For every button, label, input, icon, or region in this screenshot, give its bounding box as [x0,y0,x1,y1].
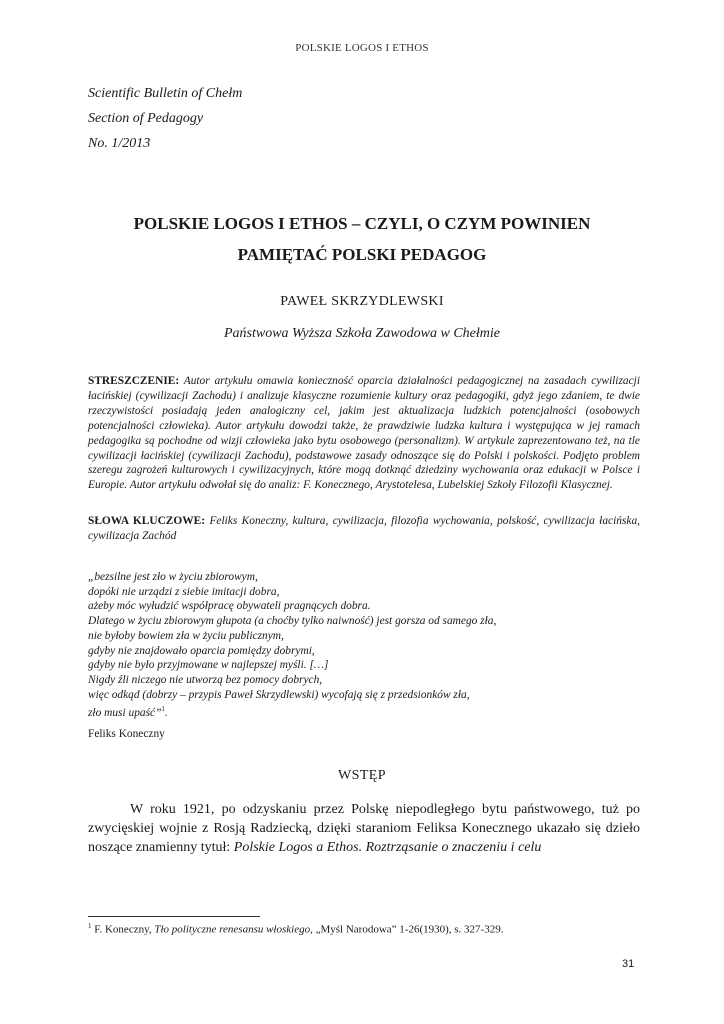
title-line-1: POLSKIE LOGOS I ETHOS – CZYLI, O CZYM POWINIEN [133,214,591,233]
affiliation: Państwowa Wyższa Szkoła Zawodowa w Chełmie [223,326,500,341]
keywords-label: SŁOWA KLUCZOWE: [88,515,206,527]
body-paragraph [88,800,640,857]
quote-line: Nigdy źli niczego nie utworzą bez pomocy dobrych, [88,673,323,686]
quote-end: . [164,707,168,720]
footnote-source: „Myśl Narodowa” 1-26(1930), s. 327-329. [312,923,504,936]
footnote-author: F. Koneczny, [91,923,155,936]
quote-line: Dlatego w życiu zbiorowym głupota (a choćby tylko naiwność) jest gorsza od samego zła, [88,615,497,628]
title-line-2: PAMIĘTAĆ POLSKI PEDAGOG [237,245,487,264]
abstract-text: Autor artykułu omawia konieczność oparcia działalności pedagogicznej na zasadach cywilizacji łacińskiej (cywilizacji Zachodu) i analizuje klasyczne rozumienie kultury oraz pedagogiki, gdyż jego zdaniem, te dwie rzeczywistości posiadają jeden analogiczny cel, jakim jest aktualizacja ludzkich potencjalności (osobowych potencjalności człowieka). Autor artykułu dowodzi także, że prawdziwie ludzka kultura i występująca w jej ramach pedagogika są pochodne od wizji człowieka jako bytu osobowego (personalizm). W artykule zaprezentowano też, na tle cywilizacji łacińskiej (cywilizacji Zachodu), podstawowe zasady odnoszące się do Polski i polskości. Podjęto problem szeregu zagrożeń kulturowych i cywilizacyjnych, które mogą dotknąć dziedziny wychowania oraz edukacji w Polsce i Europie. Autor artykułu odwołał się do analiz: F. Konecznego, Arystotelesa, Lubelskiej Szkoły Filozofii Klasycznej. [88,375,640,492]
quote-signature: Feliks Koneczny [88,728,165,740]
quote-last-text: zło musi upaść” [88,707,162,720]
body-italic-title: Polskie Logos a Ethos. Roztrząsanie o znaczeniu i celu [233,840,542,855]
running-head: POLSKIE LOGOS I ETHOS [295,42,429,54]
epigraph-quote [88,570,648,721]
quote-line: gdyby nie znajdowało oparcia pomiędzy dobrymi, [88,644,315,657]
footnote [88,922,648,936]
keywords [88,514,640,544]
quote-line: ażeby móc wyłudzić współpracę obywateli pragnących dobra. [88,600,371,613]
quote-line: więc odkąd (dobrzy – przypis Paweł Skrzydlewski) wycofają się z przedsionków zła, [88,688,470,701]
abstract [88,374,640,493]
author-name: PAWEŁ SKRZYDLEWSKI [280,294,444,309]
journal-issue: No. 1/2013 [88,136,151,151]
body-text: W roku 1921, po odzyskaniu przez Polskę niepodległego bytu państwowego, tuż po zwycięskiej wojnie z Rosją Radziecką, dzięki staraniom Feliksa Konecznego ukazało się dzieło noszące znamienny tytuł: [88,802,640,855]
abstract-label: STRESZCZENIE: [88,375,180,387]
journal-section: Section of Pedagogy [88,111,204,126]
article-title [110,208,614,270]
journal-name: Scientific Bulletin of Chełm [88,86,243,101]
quote-line-last [88,702,648,721]
quote-line: gdyby nie było przyjmowane w najlepszej myśli. […] [88,659,329,672]
page-number: 31 [622,958,635,970]
quote-line: dopóki nie urządzi z siebie imitacji dobra, [88,585,280,598]
quote-line: nie byłoby bowiem zła w życiu publicznym, [88,629,284,642]
keywords-text: Feliks Koneczny, kultura, cywilizacja, filozofia wychowania, polskość, cywilizacja łacińska, cywilizacja Zachód [88,515,640,542]
footnote-ref[interactable]: 1 [161,705,165,714]
footnote-mark: 1 [88,922,92,930]
quote-line: „bezsilne jest zło w życiu zbiorowym, [88,571,258,583]
section-heading: WSTĘP [338,768,386,783]
footnote-divider [88,916,260,917]
footnote-title: Tło polityczne renesansu włoskiego, [154,923,313,936]
